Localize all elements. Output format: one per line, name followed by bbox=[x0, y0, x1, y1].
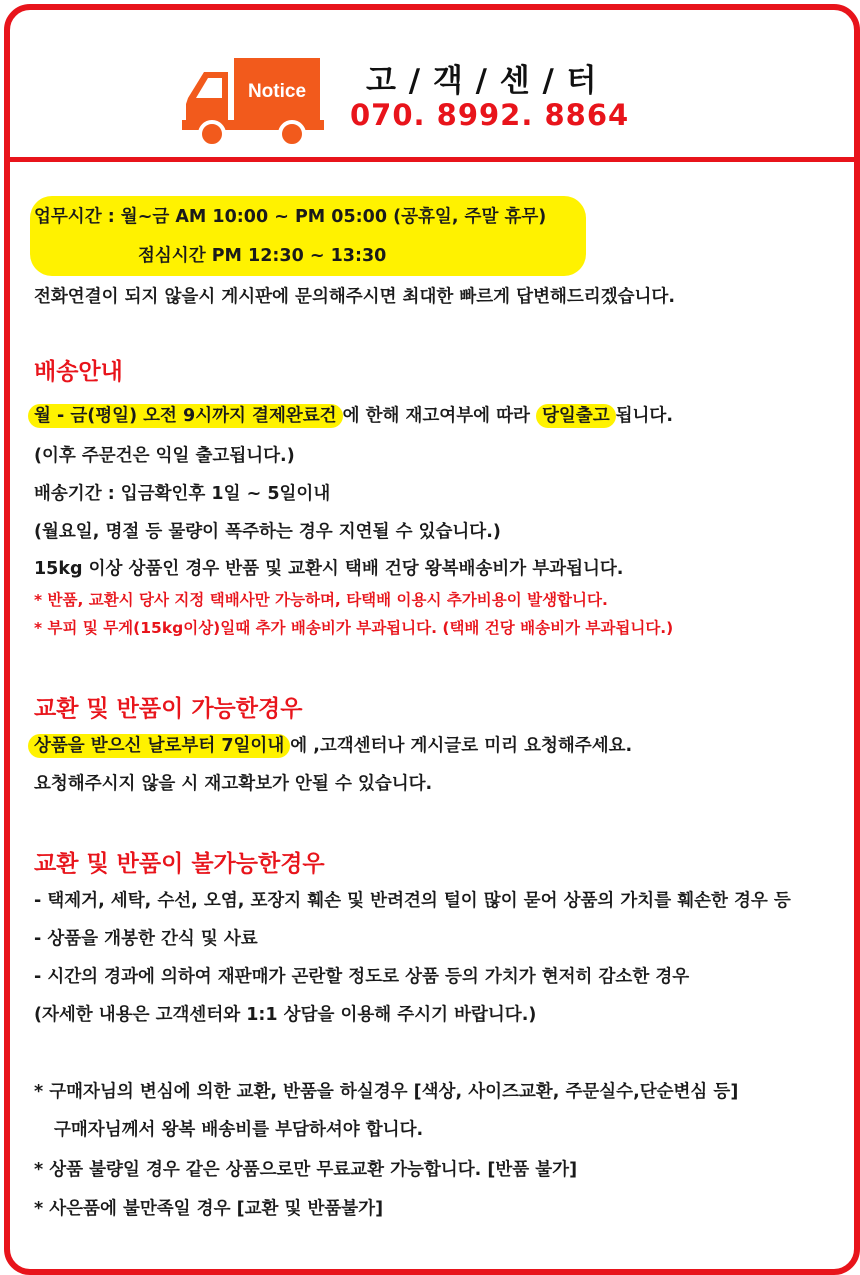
phone-number: 070. 8992. 8864 bbox=[350, 98, 630, 132]
exchange-no-line-3: - 시간의 경과에 의하여 재판매가 곤란할 정도로 상품 등의 가치가 현저히 감소한 경우 bbox=[34, 967, 690, 987]
shipping-line-5: 15kg 이상 상품인 경우 반품 및 교환시 택배 건당 왕복배송비가 부과됩니다. bbox=[34, 559, 624, 579]
work-hours: 업무시간 : 월~금 AM 10:00 ~ PM 05:00 (공휴일, 주말 휴무) bbox=[34, 207, 547, 227]
same-day-highlight: 당일출고 bbox=[536, 404, 616, 428]
seven-day-highlight: 상품을 받으신 날로부터 7일이내 bbox=[28, 734, 290, 758]
shipping-line-3: 배송기간 : 입금확인후 1일 ~ 5일이내 bbox=[34, 484, 331, 504]
notice-frame bbox=[4, 4, 860, 1275]
note-line-1: * 구매자님의 변심에 의한 교환, 반품을 하실경우 [색상, 사이즈교환, 주문실수,단순변심 등] bbox=[34, 1082, 739, 1102]
exchange-no-heading: 교환 및 반품이 불가능한경우 bbox=[34, 851, 325, 877]
note-line-4: * 사은품에 불만족일 경우 [교환 및 반품불가] bbox=[34, 1199, 384, 1219]
shipping-line-7: * 부피 및 무게(15kg이상)일때 추가 배송비가 부과됩니다. (택배 건당 배송비가 부과됩니다.) bbox=[34, 619, 674, 637]
shipping-line-6: * 반품, 교환시 당사 지정 택배사만 가능하며, 타택배 이용시 추가비용이 발생합니다. bbox=[34, 591, 608, 609]
shipping-heading: 배송안내 bbox=[34, 359, 123, 385]
shipping-line-2: (이후 주문건은 익일 출고됩니다.) bbox=[34, 446, 295, 466]
exchange-ok-line-1-end: 에 ,고객센터나 게시글로 미리 요청해주세요. bbox=[290, 736, 633, 756]
shipping-highlight: 월 - 금(평일) 오전 9시까지 결제완료건 bbox=[28, 404, 343, 428]
page-title: 고 / 객 / 센 / 터 bbox=[366, 63, 598, 99]
truck-icon bbox=[182, 54, 324, 146]
shipping-line-1-mid: 에 한해 재고여부에 따라 bbox=[342, 406, 536, 426]
shipping-line-1 bbox=[34, 404, 673, 428]
exchange-ok-line-2: 요청해주시지 않을 시 재고확보가 안될 수 있습니다. bbox=[34, 774, 433, 794]
note-line-2: 구매자님께서 왕복 배송비를 부담하셔야 합니다. bbox=[54, 1120, 424, 1140]
exchange-no-line-4: (자세한 내용은 고객센터와 1:1 상담을 이용해 주시기 바랍니다.) bbox=[34, 1005, 537, 1025]
shipping-line-4: (월요일, 명절 등 물량이 폭주하는 경우 지연될 수 있습니다.) bbox=[34, 522, 501, 542]
exchange-ok-heading: 교환 및 반품이 가능한경우 bbox=[34, 696, 303, 722]
header bbox=[10, 10, 854, 162]
note-line-3: * 상품 불량일 경우 같은 상품으로만 무료교환 가능합니다. [반품 불가] bbox=[34, 1160, 578, 1180]
lunch-hours: 점심시간 PM 12:30 ~ 13:30 bbox=[138, 246, 387, 266]
shipping-line-1-end: 됩니다. bbox=[615, 406, 673, 426]
contact-note: 전화연결이 되지 않을시 게시판에 문의해주시면 최대한 빠르게 답변해드리겠습니다. bbox=[34, 287, 675, 307]
exchange-no-line-1: - 택제거, 세탁, 수선, 오염, 포장지 훼손 및 반려견의 털이 많이 묻어 상품의 가치를 훼손한 경우 등 bbox=[34, 891, 791, 911]
exchange-no-line-2: - 상품을 개봉한 간식 및 사료 bbox=[34, 929, 258, 949]
truck-label: Notice bbox=[247, 81, 307, 102]
exchange-ok-line-1 bbox=[34, 734, 632, 758]
